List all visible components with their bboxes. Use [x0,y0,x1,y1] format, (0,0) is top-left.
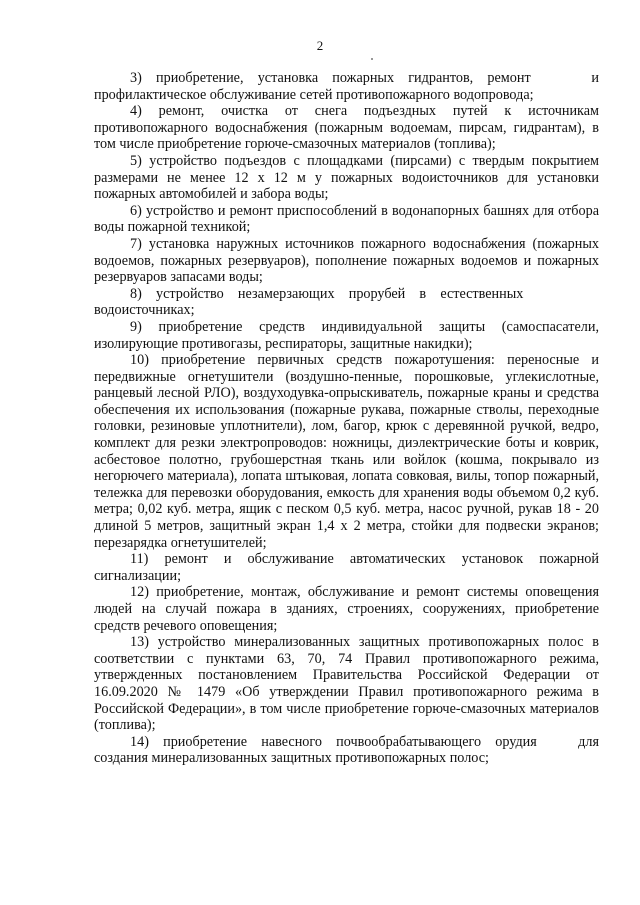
paragraph-item-14: 14) приобретение навесного почвообрабатывающего орудия для создания минерализованных защитных противопожарных полос; [94,733,599,767]
scan-speck [371,58,373,60]
paragraph-item-5: 5) устройство подъездов с площадками (пирсами) с твердым покрытием размерами не менее 12 х 12 м у пожарных водоисточников для установки пожарных автомобилей и забора воды; [94,152,599,203]
paragraph-item-6: 6) устройство и ремонт приспособлений в водонапорных башнях для отбора воды пожарной техникой; [94,202,599,236]
page-number: 2 [316,38,324,53]
paragraph-item-7: 7) установка наружных источников пожарного водоснабжения (пожарных водоемов, пожарных резервуаров), пополнение пожарных водоемов и пожарных резервуаров запасами воды; [94,235,599,286]
paragraph-item-11: 11) ремонт и обслуживание автоматических установок пожарной сигнализации; [94,551,599,584]
paragraph-item-10: 10) приобретение первичных средств пожаротушения: переносные и передвижные огнетушители (воздушно-пенные, порошковые, углекислотные, ранцевый лесной РЛО), воздуходувка-опрыскиватель, пожарные краны и средства обеспечения их использования (пожарные рукава, пожарные стволы, переходные головки, резиновые уплотнители), лом, багор, крюк с деревянной ручкой, ведро, комплект для резки электропроводов: ножницы, диэлектрические боты и коврик, асбестовое полотно, грубошерстная ткань или войлок (кошма, покрывало из негорючего материала), лопата штыковая, лопата совковая, вилы, топор пожарный, тележка для перевозки оборудования, емкость для хранения воды объемом 0,2 куб. метра; 0,02 куб. метра, ящик с песком 0,5 куб. метра, насос ручной, рукав 18 - 20 длиной 5 метров, защитный экран 1,4 х 2 метра, стойки для подвески экранов; перезарядка огнетушителей; [94,352,599,551]
paragraph-item-3: 3) приобретение, установка пожарных гидрантов, ремонт и профилактическое обслуживание сетей противопожарного водопровода; [94,70,599,103]
paragraph-item-13: 13) устройство минерализованных защитных противопожарных полос в соответствии с пунктами 63, 70, 74 Правил противопожарного режима, утвержденных постановлением Правительства Российской Федерации от 16.09.2020 № 1479 «Об утверждении Правил противопожарного режима в Российской Федерации», в том числе приобретение горюче-смазочных материалов (топлива); [94,634,599,734]
paragraph-item-8: 8) устройство незамерзающих прорубей в естественных водоисточниках; [94,285,524,319]
document-body [94,70,599,767]
paragraph-item-4: 4) ремонт, очистка от снега подъездных путей к источникам противопожарного водоснабжения (пожарным водоемам, пирсам, гидрантам), в том числе приобретение горюче-смазочных материалов (топлива); [94,103,599,153]
paragraph-item-12: 12) приобретение, монтаж, обслуживание и ремонт системы оповещения людей на случай пожара в зданиях, строениях, сооружениях, приобретение средств речевого оповещения; [94,584,599,634]
paragraph-item-9: 9) приобретение средств индивидуальной защиты (самоспасатели, изолирующие противогазы, респираторы, защитные накидки); [94,318,599,352]
